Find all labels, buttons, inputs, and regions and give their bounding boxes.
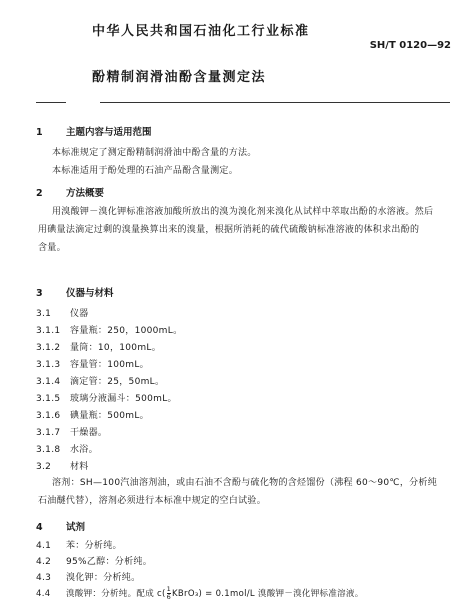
section-4-heading: 4 试剂	[36, 522, 86, 533]
section-3-2-paragraph: 溶剂：SH—100汽油溶剂油，或由石油不含酚与硫化物的含烃馏份（沸程 60～90℃，分析纯 石油醚代替），溶剂必须进行本标准中规定的空白试验。	[38, 478, 438, 506]
section-4-1: 4.1 苯：分析纯。	[36, 541, 122, 551]
section-3-1-1: 3.1.1 容量瓶：250，1000mL。	[36, 326, 183, 336]
section-3-1-3: 3.1.3 容量管：100mL。	[36, 360, 149, 370]
document-title: 酚精制润滑油酚含量测定法	[92, 70, 267, 85]
section-3-1-7: 3.1.7 干燥器。	[36, 428, 108, 438]
section-3-1-5: 3.1.5 玻璃分液漏斗：500mL。	[36, 394, 177, 404]
title-rule-right	[100, 102, 450, 103]
title-rule-left	[36, 102, 66, 103]
section-3-1-8: 3.1.8 水浴。	[36, 445, 98, 455]
section-3-1-6: 3.1.6 碘量瓶：500mL。	[36, 411, 149, 421]
section-1-paragraph-2: 本标准适用于酚处理的石油产品酚含量测定。	[52, 166, 239, 176]
section-3-2: 3.2 材料	[36, 462, 89, 472]
header-organization: 中华人民共和国石油化工行业标准	[92, 24, 310, 39]
section-4-4: 4.4 溴酸钾：分析纯。配成 c( $\frac{1}{6}$ KBrO₃) = 0.1mol/L 溴酸钾－溴化钾标准溶液。	[36, 585, 364, 601]
section-2-heading: 2 方法概要	[36, 188, 105, 199]
section-4-2: 4.2 95%乙醇：分析纯。	[36, 557, 153, 567]
standard-code: SH/T 0120—92	[369, 40, 451, 51]
section-3-1: 3.1 仪器	[36, 309, 89, 319]
section-3-1-2: 3.1.2 量筒：10，100mL。	[36, 343, 162, 353]
section-4-3: 4.3 溴化钾：分析纯。	[36, 573, 141, 583]
section-1-paragraph-1: 本标准规定了测定酚精制润滑油中酚含量的方法。	[52, 148, 257, 158]
fraction-one-sixth: $\frac{1}{6}$	[166, 585, 172, 601]
section-2-paragraph: 用溴酸钾－溴化钾标准溶液加酸所放出的溴为溴化剂来溴化从试样中萃取出酚的水溶液。然后 用碘量法滴定过剩的溴量换算出来的溴量，根据所消耗的硫代硫酸钠标准溶液的体积求出酚的 含量。	[38, 207, 434, 253]
section-3-1-4: 3.1.4 滴定管：25，50mL。	[36, 377, 165, 387]
section-1-heading: 1 主题内容与适用范围	[36, 127, 152, 138]
section-3-heading: 3 仪器与材料	[36, 288, 114, 299]
